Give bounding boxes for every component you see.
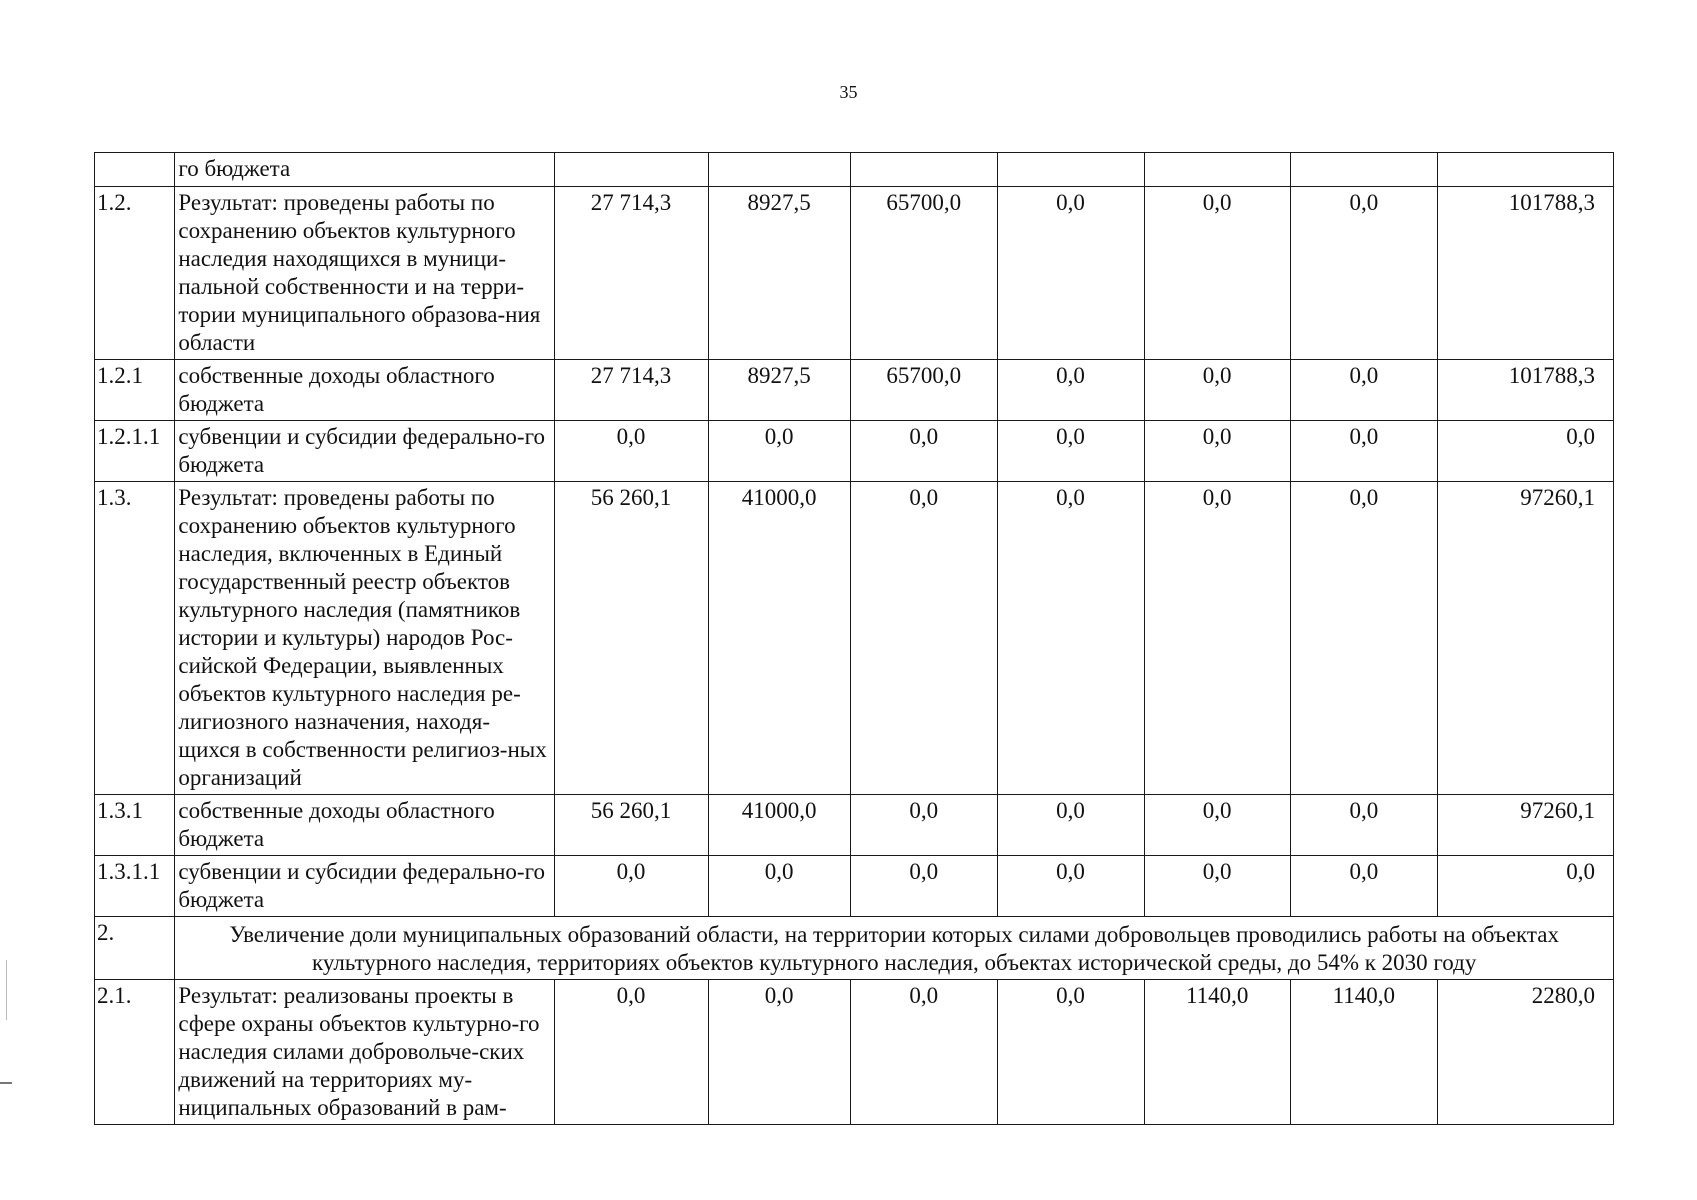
value-cell: 0,0 xyxy=(998,187,1145,360)
total-cell: 97260,1 xyxy=(1438,795,1614,856)
value-cell: 1140,0 xyxy=(1291,980,1438,1125)
row-name: субвенции и субсидии федерально-го бюджета xyxy=(175,421,555,482)
table-row xyxy=(95,980,1614,1125)
value-cell: 0,0 xyxy=(851,980,998,1125)
row-number: 1.3.1.1 xyxy=(95,856,175,917)
value-cell: 0,0 xyxy=(1291,856,1438,917)
value-cell: 0,0 xyxy=(1144,421,1291,482)
row-number: 2. xyxy=(95,917,175,980)
page-number: 35 xyxy=(839,82,858,102)
total-cell: 97260,1 xyxy=(1438,482,1614,795)
value-cell xyxy=(1291,153,1438,187)
total-cell: 101788,3 xyxy=(1438,187,1614,360)
value-cell: 0,0 xyxy=(555,856,709,917)
table-row xyxy=(95,421,1614,482)
value-cell: 1140,0 xyxy=(1144,980,1291,1125)
value-cell: 0,0 xyxy=(998,360,1145,421)
table-row xyxy=(95,856,1614,917)
section-heading: Увеличение доли муниципальных образований области, на территории которых силами добровольцев проводились работы на объектах культурного наследия, территориях объектов культурного наследия, объектах исторической среды, до 54% к 2030 году xyxy=(175,917,1614,980)
value-cell: 27 714,3 xyxy=(555,360,709,421)
row-name: собственные доходы областного бюджета xyxy=(175,795,555,856)
budget-table xyxy=(94,152,1614,1125)
value-cell: 0,0 xyxy=(998,795,1145,856)
total-cell: 0,0 xyxy=(1438,421,1614,482)
row-name: Результат: проведены работы по сохранению объектов культурного наследия находящихся в муници-пальной собственности и на терри-тории муниципального образова-ния области xyxy=(175,187,555,360)
value-cell: 56 260,1 xyxy=(555,482,709,795)
value-cell: 8927,5 xyxy=(708,360,851,421)
value-cell: 65700,0 xyxy=(851,360,998,421)
value-cell xyxy=(998,153,1145,187)
value-cell: 0,0 xyxy=(1144,187,1291,360)
value-cell xyxy=(1144,153,1291,187)
table-row xyxy=(95,187,1614,360)
section-row xyxy=(95,917,1614,980)
row-name: го бюджета xyxy=(175,153,555,187)
value-cell: 0,0 xyxy=(998,856,1145,917)
row-name: собственные доходы областного бюджета xyxy=(175,360,555,421)
value-cell: 65700,0 xyxy=(851,187,998,360)
value-cell xyxy=(851,153,998,187)
value-cell: 0,0 xyxy=(1291,421,1438,482)
row-number: 1.2. xyxy=(95,187,175,360)
value-cell: 0,0 xyxy=(1144,795,1291,856)
value-cell: 0,0 xyxy=(851,421,998,482)
value-cell xyxy=(555,153,709,187)
row-number: 1.2.1 xyxy=(95,360,175,421)
row-number: 1.3. xyxy=(95,482,175,795)
value-cell: 0,0 xyxy=(1144,856,1291,917)
value-cell xyxy=(708,153,851,187)
row-number: 2.1. xyxy=(95,980,175,1125)
value-cell: 56 260,1 xyxy=(555,795,709,856)
row-name: субвенции и субсидии федерально-го бюджета xyxy=(175,856,555,917)
value-cell: 0,0 xyxy=(555,980,709,1125)
row-number xyxy=(95,153,175,187)
value-cell: 0,0 xyxy=(708,856,851,917)
row-number: 1.2.1.1 xyxy=(95,421,175,482)
value-cell: 0,0 xyxy=(708,980,851,1125)
value-cell: 8927,5 xyxy=(708,187,851,360)
table-row xyxy=(95,360,1614,421)
table-row xyxy=(95,482,1614,795)
value-cell: 0,0 xyxy=(998,980,1145,1125)
value-cell: 0,0 xyxy=(1291,187,1438,360)
total-cell: 0,0 xyxy=(1438,856,1614,917)
total-cell: 101788,3 xyxy=(1438,360,1614,421)
value-cell: 0,0 xyxy=(1291,482,1438,795)
value-cell: 0,0 xyxy=(851,795,998,856)
scan-artifact-mark xyxy=(6,960,7,1020)
value-cell: 0,0 xyxy=(998,421,1145,482)
value-cell: 41000,0 xyxy=(708,795,851,856)
value-cell: 0,0 xyxy=(851,482,998,795)
value-cell: 0,0 xyxy=(1144,482,1291,795)
value-cell: 41000,0 xyxy=(708,482,851,795)
value-cell: 0,0 xyxy=(708,421,851,482)
value-cell: 0,0 xyxy=(1291,795,1438,856)
total-cell: 2280,0 xyxy=(1438,980,1614,1125)
row-number: 1.3.1 xyxy=(95,795,175,856)
value-cell: 0,0 xyxy=(1144,360,1291,421)
table-row xyxy=(95,153,1614,187)
value-cell: 0,0 xyxy=(1291,360,1438,421)
value-cell: 27 714,3 xyxy=(555,187,709,360)
scan-artifact-mark xyxy=(0,1082,12,1084)
value-cell: 0,0 xyxy=(851,856,998,917)
row-name: Результат: проведены работы по сохранению объектов культурного наследия, включенных в Единый государственный реестр объектов культурного наследия (памятников истории и культуры) народов Рос-сийской Федерации, выявленных объектов культурного наследия ре-лигиозного назначения, находя-щихся в собственности религиоз-ных организаций xyxy=(175,482,555,795)
total-cell xyxy=(1438,153,1614,187)
row-name: Результат: реализованы проекты в сфере охраны объектов культурно-го наследия силами добровольче-ских движений на территориях му-ниципальных образований в рам- xyxy=(175,980,555,1125)
value-cell: 0,0 xyxy=(998,482,1145,795)
value-cell: 0,0 xyxy=(555,421,709,482)
table-row xyxy=(95,795,1614,856)
